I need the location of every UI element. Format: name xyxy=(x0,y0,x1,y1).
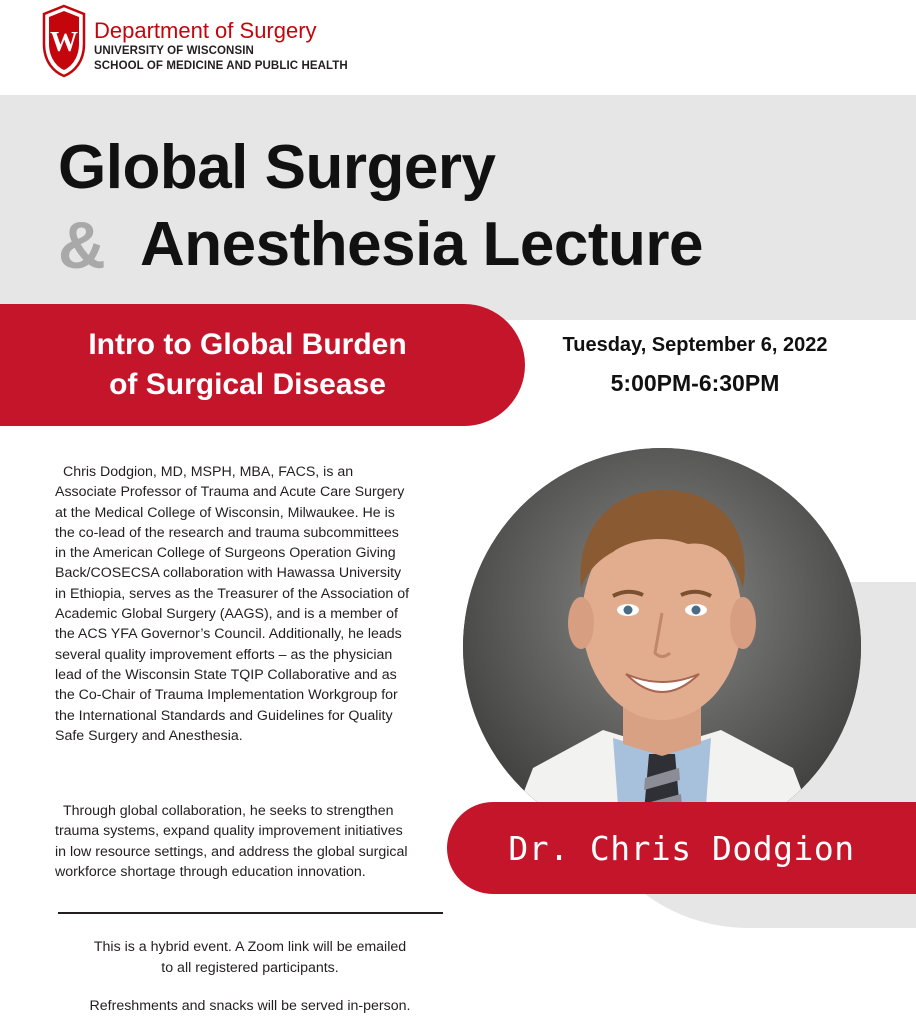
lecture-title-line2: Anesthesia Lecture xyxy=(140,210,703,279)
bio-line: at the Medical College of Wisconsin, Milwaukee. He is xyxy=(55,504,395,521)
bio-line: Chris Dodgion, MD, MSPH, MBA, FACS, is an xyxy=(63,464,354,480)
speaker-name-banner xyxy=(447,802,916,894)
note-line: Refreshments and snacks will be served in-person. xyxy=(89,998,411,1014)
note-line: This is a hybrid event. A Zoom link will be emailed xyxy=(93,939,407,955)
refreshments-note xyxy=(45,996,455,1017)
bio-line: the Co-Chair of Trauma Implementation Workgroup for xyxy=(55,687,398,704)
hybrid-event-note xyxy=(45,937,455,979)
event-time: 5:00PM-6:30PM xyxy=(610,370,780,396)
bio-line: lead of the Wisconsin State TQIP Collaborative and as xyxy=(55,666,397,683)
department-name: Department of Surgery xyxy=(94,18,317,43)
university-name: UNIVERSITY OF WISCONSIN xyxy=(94,45,254,57)
bio-line: in low resource settings, and address the global surgical xyxy=(55,843,408,860)
bio-line: several quality improvement efforts – as the physician xyxy=(55,646,393,663)
lecture-title-line1: Global Surgery xyxy=(58,133,496,202)
bio-paragraph-1 xyxy=(55,462,445,746)
bio-line: trauma systems, expand quality improvement initiatives xyxy=(55,823,403,840)
divider xyxy=(58,912,443,914)
topic-line2: of Surgical Disease xyxy=(109,368,386,401)
bio-line: the co-lead of the research and trauma subcommittees xyxy=(55,524,399,541)
bio-line: the International Standards and Guidelines for Quality xyxy=(55,707,393,724)
bio-line: Safe Surgery and Anesthesia. xyxy=(55,727,243,744)
school-name: SCHOOL OF MEDICINE AND PUBLIC HEALTH xyxy=(94,60,348,72)
bio-line: workforce shortage through education innovation. xyxy=(55,863,366,880)
bio-line: in the American College of Surgeons Operation Giving xyxy=(55,545,396,562)
bio-line: the ACS YFA Governor’s Council. Additionally, he leads xyxy=(55,626,402,643)
bio-line: Through global collaboration, he seeks to strengthen xyxy=(63,803,394,819)
note-line: to all registered participants. xyxy=(161,960,339,976)
bio-line: in Ethiopia, serves as the Treasurer of the Association of xyxy=(55,585,410,602)
bio-line: Academic Global Surgery (AAGS), and is a member of xyxy=(55,606,399,623)
topic-line1: Intro to Global Burden xyxy=(88,328,407,361)
bio-line: Associate Professor of Trauma and Acute Care Surgery xyxy=(55,484,405,501)
bio-paragraph-2 xyxy=(55,801,445,882)
speaker-portrait xyxy=(463,448,861,846)
bio-line: Back/COSECSA collaboration with Hawassa University xyxy=(55,565,402,582)
uw-crest-logo xyxy=(40,4,88,78)
speaker-name: Dr. Chris Dodgion xyxy=(508,828,855,868)
topic-banner xyxy=(0,304,525,426)
event-date: Tuesday, September 6, 2022 xyxy=(562,334,828,356)
title-ampersand: & xyxy=(58,208,106,282)
crest-letter: W xyxy=(50,27,78,58)
